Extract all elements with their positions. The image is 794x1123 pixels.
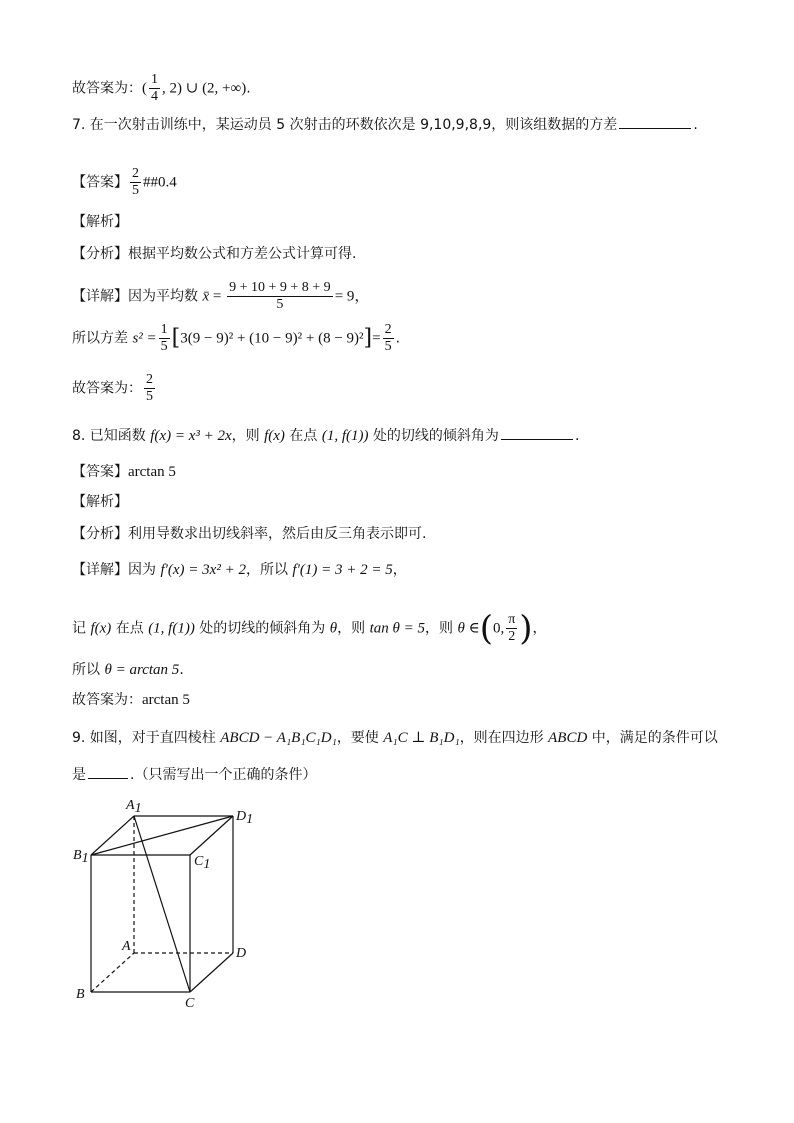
label-D1: D1 [236, 809, 254, 827]
question-7-variance: 所以方差 s² = $\frac{1}{5}$ [3(9 − 9)² + (10 − 9)² + (8 − 9)²]= $\frac{2}{5}$ . [72, 322, 401, 354]
answer-tag: 【答案】 [72, 174, 128, 191]
interval: , 2) ∪ (2, +∞) [162, 80, 247, 97]
edge-BA-hidden [91, 953, 134, 992]
answer-blank [88, 764, 128, 779]
question-8-answer: 【答案】arctan 5 [72, 464, 176, 480]
fraction: $\frac{2}{5}$ [132, 166, 139, 198]
fraction: $\frac{9 + 10 + 9 + 8 + 9}{5}$ [229, 280, 331, 312]
diagonal-A1C [134, 816, 190, 992]
question-7: 7. 在一次射击训练中，某运动员 5 次射击的环数依次是 9,10,9,8,9，则该组数据的方差 . [72, 114, 698, 135]
question-8-final: 故答案为：arctan 5 [72, 692, 190, 708]
question-8-xiangjie: 【详解】因为 f′(x) = 3x² + 2，所以 f′(1) = 3 + 2 = 5， [72, 562, 407, 578]
question-8-ji: 记 f(x) 在点 (1, f(1)) 处的切线的倾斜角为 θ，则 tan θ = 5，则 θ ∈(0, $\frac{\pi}{2}$ )， [72, 608, 547, 649]
edge-CD [190, 953, 233, 992]
question-7-answer: 【答案】 $\frac{2}{5}$ ##0.4 [72, 166, 177, 198]
question-7-final: 故答案为： $\frac{2}{5}$ [72, 372, 153, 404]
variance-expression: 3(9 − 9)² + (10 − 9)² + (8 − 9)² [180, 330, 364, 347]
answer-blank [501, 425, 573, 440]
analysis-tag: 【解析】 [72, 214, 128, 230]
question-7-text: 7. 在一次射击训练中，某运动员 5 次射击的环数依次是 9,10,9,8,9，则该组数据的方差 [72, 117, 618, 133]
fraction: $\frac{1}{5}$ [160, 322, 168, 354]
fraction: $\frac{\pi}{2}$ [508, 612, 516, 644]
label-C: C [185, 996, 195, 1011]
answer-blank [619, 114, 691, 129]
question-7-fenxi: 【分析】根据平均数公式和方差公式计算可得. [72, 246, 357, 262]
question-7-xiangjie: 【详解】因为平均数 x̄ = $\frac{9 + 10 + 9 + 8 + 9}{5}$ = 9， [72, 280, 370, 312]
label-C1: C1 [194, 854, 211, 872]
answer-label: 故答案为： [72, 80, 142, 97]
vertex-labels [73, 798, 253, 1011]
label-D: D [236, 946, 247, 961]
question-9: 9. 如图，对于直四棱柱 ABCD − A₁B₁C₁D₁，要使 A₁C ⊥ B₁D₁，则在四边形 ABCD 中，满足的条件可以 [72, 730, 718, 746]
analysis-tag: 【解析】 [72, 494, 128, 510]
fraction: $\frac{2}{5}$ [146, 372, 153, 404]
label-B1: B1 [73, 848, 89, 866]
label-B: B [76, 987, 85, 1002]
question-9-line2: 是 .（只需写出一个正确的条件） [72, 764, 316, 785]
label-A: A [122, 939, 131, 954]
question-8-fenxi: 【分析】利用导数求出切线斜率，然后由反三角表示即可. [72, 526, 427, 542]
fraction: $\frac{2}{5}$ [384, 322, 392, 354]
question-8-so: 所以 θ = arctan 5. [72, 662, 184, 678]
prev-answer-line: 故答案为：( $\frac{1}{4}$ , 2) ∪ (2, +∞). [72, 72, 251, 104]
prism-figure [70, 795, 290, 1015]
label-A1: A1 [126, 798, 142, 816]
fraction: $\frac{1}{4}$ [151, 72, 158, 104]
question-8: 8. 已知函数 f(x) = x³ + 2x，则 f(x) 在点 (1, f(1)) 处的切线的倾斜角为 . [72, 425, 579, 446]
